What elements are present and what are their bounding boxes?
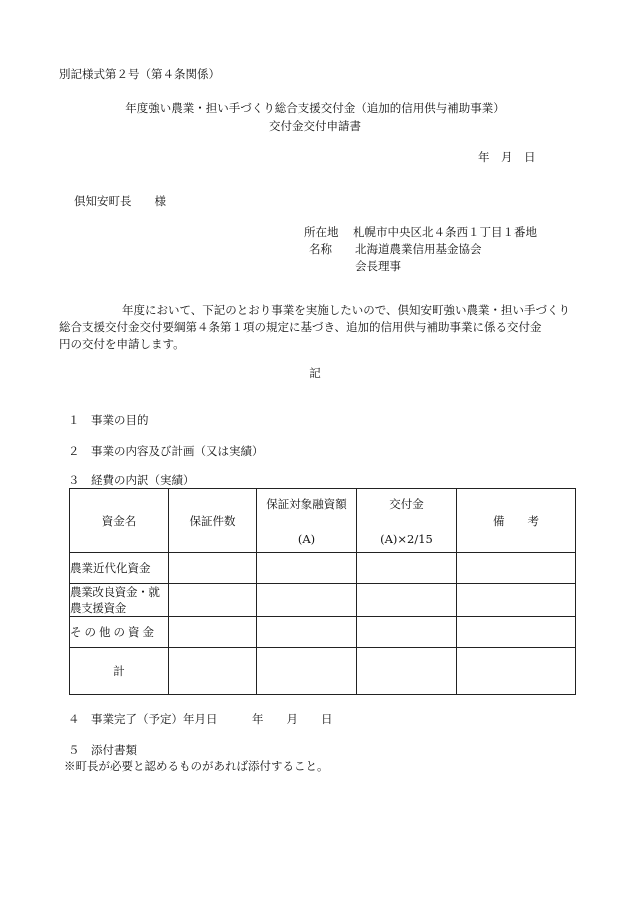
body-line-1: 年度において、下記のとおり事業を実施したいので、倶知安町強い農業・担い手づくり [122,303,571,317]
header-loan-amount [257,489,357,553]
row-grant-cell [357,584,457,617]
table-row [70,617,576,648]
body-line-2: 総合支援交付金交付要綱第４条第１項の規定に基づき、追加的信用供与補助事業に係る交付金 [59,320,542,334]
expense-table [69,488,576,695]
table-row-total [70,648,576,695]
header-remarks: 備 考 [457,489,576,553]
item-4: ４ 事業完了（予定）年月日 年 月 日 [68,712,333,726]
address-label: 所在地 [304,225,339,239]
table-header-row [70,489,576,553]
row-amount-cell [257,553,357,584]
title-line-2: 交付金交付申請書 [269,119,361,133]
row-grant-cell [357,648,457,695]
row-count-cell [169,648,257,695]
row-remarks-cell [457,648,576,695]
row-amount-cell [257,617,357,648]
row-fund-name: 農業改良資金・就農支援資金 [70,584,169,617]
row-grant-cell [357,617,457,648]
item-2: ２ 事業の内容及び計画（又は実績） [68,444,264,458]
row-count-cell [169,584,257,617]
header-grant-sub: (A)×2/15 [380,531,433,546]
date-line: 年 月 日 [478,150,536,164]
row-amount-cell [257,584,357,617]
address-value: 札幌市中央区北４条西１丁目１番地 [353,225,537,239]
table-row [70,553,576,584]
representative-title: 会長理事 [355,259,401,273]
row-remarks-cell [457,553,576,584]
row-remarks-cell [457,617,576,648]
item-5: ５ 添付書類 [68,743,137,757]
name-value: 北海道農業信用基金協会 [355,242,482,256]
header-loan-amount-label: 保証対象融資額 [266,496,347,511]
row-amount-cell [257,648,357,695]
header-fund-name: 資金名 [70,489,169,553]
attachment-note: ※町長が必要と認めるものがあれば添付すること。 [64,759,329,773]
row-fund-name: 計 [70,648,169,695]
row-fund-name: その他の資金 [70,617,169,648]
title-line-1: 年度強い農業・担い手づくり総合支援交付金（追加的信用供与補助事業） [125,101,505,115]
ki-heading: 記 [309,366,321,380]
addressee: 倶知安町長 様 [74,194,166,208]
item-1: １ 事業の目的 [68,413,149,427]
row-count-cell [169,617,257,648]
name-label: 名称 [309,242,332,256]
row-remarks-cell [457,584,576,617]
item-3: ３ 経費の内訳（実績） [68,473,195,487]
body-line-3: 円の交付を申請します。 [59,337,185,351]
header-grant [357,489,457,553]
table-row [70,584,576,617]
header-loan-amount-sub: (A) [297,531,316,546]
header-guarantee-count: 保証件数 [169,489,257,553]
header-grant-label: 交付金 [389,496,424,511]
row-count-cell [169,553,257,584]
row-grant-cell [357,553,457,584]
row-fund-name: 農業近代化資金 [70,553,169,584]
form-id: 別記様式第２号（第４条関係） [59,67,220,81]
